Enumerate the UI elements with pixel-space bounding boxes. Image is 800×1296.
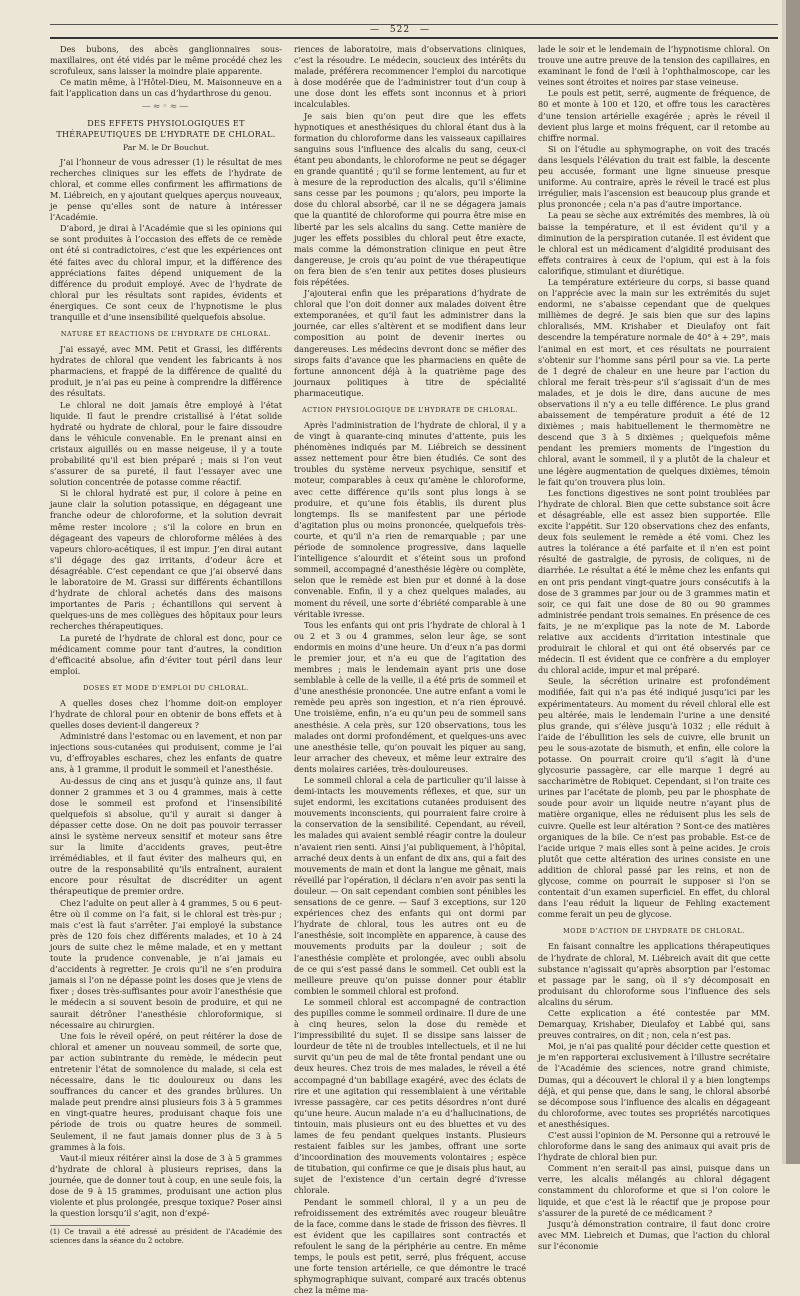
paragraph: En faisant connaître les applications thérapeutiques de l’hydrate de chloral, M. Liébreich avait dit que cette substance n’agissait qu’après absorption par l’estomac et passage par le sang, où il s’y décomposait en produisant du chloroforme sous l’influence des sels alcalins du sérum. [538, 941, 770, 1007]
paragraph: Chez l’adulte on peut aller à 4 grammes, 5 ou 6 peut-être où il comme on l’a fait, si le chloral est très-pur ; mais c’est là faut s’arrêter. J’ai employé la substance près de 120 fois chez différents malades, et 10 à 24 jours de suite chez le même malade, et en y mettant toute la prudence convenable, je n’ai jamais eu d’accidents à regretter. Je crois qu’il ne s’en produira jamais si l’on ne dépasse point les doses que je viens de fixer ; doses très-suffisantes pour avoir l’anesthésie que le médecin a si souvent besoin de produire, et qui ne saurait détrôner l’anesthésie chloroformique, si nécessaire au chirurgien. [50, 897, 282, 1030]
paragraph: Vaut-il mieux réitérer ainsi la dose de 3 à 5 grammes d’hydrate de chloral à plusieurs reprises, dans la journée, que de donner tout à coup, en une seule fois, la dose de 9 à 15 grammes, produisant une action plus violente et plus prolongée, presque toxique? Poser ainsi la question lorsqu’il s’agit, non d’expé- [50, 1152, 282, 1219]
paragraph: Ce matin même, à l’Hôtel-Dieu, M. Maisonneuve en a fait l’application dans un cas d’hydarthrose du genou. [50, 77, 282, 99]
article-title: DES EFFETS PHYSIOLOGIQUES ET THÉRAPEUTIQUES DE L’HYDRATE DE CHLORAL. [56, 118, 276, 139]
footnote: (1) Ce travail a été adressé au président de l’Académie des sciences dans la séance du 2 octobre. [50, 1228, 282, 1246]
paragraph: Le pouls est petit, serré, augmente de fréquence, de 80 et monte à 100 et 120, et offre tous les caractères d’une tension artérielle exagérée ; après le réveil il devient plus large et moins fréquent, car il retombe au chiffre normal. [538, 88, 770, 143]
paragraph: Au-dessus de cinq ans et jusqu’à quinze ans, il faut donner 2 grammes et 3 ou 4 grammes, mais à cette dose le sommeil est profond et l’insensibilité quelquefois si absolue, qu’il y aurait si danger à dépasser cette dose. On ne doit pas pouvoir terrasser ainsi le système nerveux sensitif et moteur sans être sur la limite d’accidents graves, peut-être irrémédiables, et il faut éviter des malheurs qui, en outre de la responsabilité qu’ils entraînent, auraient encore pour résultat de discréditer un agent thérapeutique de premier ordre. [50, 775, 282, 897]
paragraph: Si le chloral hydraté est pur, il colore à peine en jaune clair la solution potassique, en dégageant une franche odeur de chloroforme, et la solution devrait même rester incolore ; s’il la colore en brun en dégageant des vapeurs de chloroforme mêlées à des vapeurs chloro-acétiques, il est impur. J’en dirai autant s’il dégage des gaz irritants, d’odeur âcre et désagréable. C’est cependant ce que j’ai observé dans le laboratoire de M. Grassi sur différents échantillons d’hydrate de chloral achetés dans des maisons importantes de Paris ; échantillons qui servent à quelques-uns de mes collègues des hôpitaux pour leurs recherches thérapeutiques. [50, 488, 282, 632]
section-heading: NATURE ET RÉACTIONS DE L’HYDRATE DE CHLORAL. [60, 330, 272, 339]
page-edge [786, 0, 800, 1164]
paragraph: Moi, je n’ai pas qualité pour décider cette question et je m’en rapporterai exclusivement à l’illustre secrétaire de l’Académie des sciences, notre grand chimiste, Dumas, qui a découvert le chloral il y a bien longtemps déjà, et qui pense que, dans le sang, le chloral absorbé se décompose sous l’influence des alcalis en dégageant du chloroforme, avec toutes ses propriétés narcotiques et anesthésiques. [538, 1041, 770, 1129]
paragraph: riences de laboratoire, mais d’observations cliniques, c’est la résoudre. Le médecin, soucieux des intérêts du malade, préférera recommencer l’emploi du narcotique à dose modérée que de l’administrer tout d’un coup à une dose dont les effets sont inconnus et à priori incalculables. [294, 44, 526, 110]
paragraph: La peau se sèche aux extrémités des membres, là où baisse la température, et il est évident qu’il y a diminution de la perspiration cutanée. Il est évident que le chloral est un médicament d’algidité produisant des effets contraires à ceux de l’opium, qui est à la fois calorifique, stimulant et diurétique. [538, 210, 770, 276]
paragraph: Administré dans l’estomac ou en lavement, et non par injections sous-cutanées qui produisent, comme je l’ai vu, d’effroyables eschares, chez les enfants de quatre ans, à 1 gramme, il produit le sommeil et l’anesthésie. [50, 731, 282, 775]
footnote-rule [50, 1225, 130, 1226]
paragraph: Cette explication a été contestée par MM. Demarquay, Krishaber, Dieulafoy et Labbé qui, sans preuves contraires, on dit ; non, cela n’est pas. [538, 1007, 770, 1041]
page-number-value: 522 [384, 25, 416, 35]
paragraph: Jusqu’à démonstration contraire, il faut donc croire avec MM. Liebreich et Dumas, que l’action du chloral sur l’économie [538, 1218, 770, 1251]
section-heading: ACTION PHYSIOLOGIQUE DE L’HYDRATE DE CHLORAL. [302, 406, 518, 414]
paragraph: Seule, la sécrétion urinaire est profondément modifiée, fait qui n’a pas été indiqué jusqu’ici par les expérimentateurs. Au moment du réveil chloral elle est peu altérée, mais le lendemain l’urine a une densité plus grande, qui s’élève jusqu’à 1032 ; elle réduit à l’aide de l’ébullition les sels de cuivre, elle brunit un peu le sous-azotate de bismuth, et enfin, elle colore la potasse. On pourrait croire qu’il s’agit là d’une glycosurie passagère, car elle marque 1 degré au saccharimètre de Robiquet. Cependant, si l’on traite ces urines par l’acétate de plomb, peu par le phosphate de soude pour avoir un liquide neutre n’ayant plus de matière organique, elles ne réduisent plus les sels de cuivre. Quelle est leur altération ? Sont-ce des matières organiques de la bile. Ce n’est pas probable. Est-ce de l’acide urique ? mais elles sont à peine acides. Je crois plutôt que cette altération des urines consiste en une addition de chloral passé par les reins, et non de glycose, comme on pourrait le supposer si l’on se contentait d’un examen superficiel. En effet, du chloral dans l’eau réduit la liqueur de Fehling exactement comme ferait un peu de glycose. [538, 676, 770, 920]
paragraph: La pureté de l’hydrate de chloral est donc, pour ce médicament comme pour tant d’autres, la condition d’efficacité absolue, afin d’éviter tout péril dans leur emploi. [50, 632, 282, 676]
paragraph: Si on l’étudie au sphymographe, on voit des tracés dans lesquels l’élévation du trait est faible, la descente peu accusée, formant une ligne sinueuse presque uniforme. Au contraire, après le réveil le tracé est plus irrégulier, mais l’ascension est beaucoup plus grande et plus prononcée ; cela n’a pas d’autre importance. [538, 143, 770, 210]
section-heading: MODE D’ACTION DE L’HYDRATE DE CHLORAL. [563, 927, 745, 936]
paragraph: J’ai l’honneur de vous adresser (1) le résultat de mes recherches cliniques sur les effets de l’hydrate de chloral, et comme elles confirment les affirmations de M. Liébreich, en y ajoutant quelques aperçus nouveaux, je pense qu’elles sont de nature à intéresser l’Académie. [50, 156, 282, 223]
paragraph: Tous les enfants qui ont pris l’hydrate de chloral à 1 ou 2 et 3 ou 4 grammes, selon leur âge, se sont endormis en moins d’une heure. Un d’eux n’a pas dormi le premier jour, et n’a eu que de l’agitation des membres ; mais le lendemain ayant pris une dose semblable à celle de la veille, il a été pris de sommeil et d’une anesthésie prononcée. Une autre enfant a vomi le remède peu après son ingestion, et n’a rien éprouvé. Une troisième, enfin, n’a eu qu’un peu de sommeil sans anesthésie. A cela près, sur 120 observations, tous les malades ont dormi profondément, et quelques-uns avec une anesthésie telle, qu’on pouvait les piquer au sang, leur arracher des cheveux, et même leur extraire des dents molaires cariées, très-douloureuses. [294, 619, 526, 774]
column-1 [50, 44, 282, 1246]
paragraph: Comment n’en serait-il pas ainsi, puisque dans un verre, les alcalis mélangés au chloral dégagent constamment du chloroforme et que si l’on colore le liquide, et que c’est là le réactif que je propose pour s’assurer de la pureté de ce médicament ? [538, 1163, 770, 1218]
paragraph: Je sais bien qu’on peut dire que les effets hypnotiques et anesthésiques du chloral étant dus à la formation du chloroforme dans les vaisseaux capillaires sanguins sous l’influence des alcalis du sang, ceux-ci étant peu abondants, le chloroforme ne peut se dégager en grande quantité ; qu’il se forme lentement, au fur et à mesure de la reproduction des alcalis, qu’il s’élimine sans cesse par les poumons ; qu’alors, peu importe la dose du chloral absorbé, car il ne se dégagera jamais que la quantité de chloroforme qui pourra être mise en liberté par les sels alcalins du sang. Cette manière de juger les effets possibles du chloral peut être exacte, mais comme la démonstration clinique en peut être dangereuse, je crois qu’au point de vue thérapeutique on fera bien de s’en tenir aux petites doses plusieurs fois répétées. [294, 110, 526, 287]
paragraph: A quelles doses chez l’homme doit-on employer l’hydrate de chloral pour en obtenir de bons effets et à quelles doses devient-il dangereux ? [50, 697, 282, 731]
paragraph: Les fonctions digestives ne sont point troublées par l’hydrate de chloral. Bien que cette substance soit âcre et désagréable, elle est assez bien supportée. Elle excite l’appétit. Sur 120 observations chez des enfants, deux fois seulement le remède a été vomi. Chez les autres la tolérance a été parfaite et il n’en est point résulté de gastralgie, de pyrosis, de coliques, ni de diarrhée. Le résultat a été le même chez les enfants qui en ont pris pendant vingt-quatre jours consécutifs à la dose de 3 grammes par jour ou de 3 grammes matin et soir, ce qui fait une dose de 80 ou 90 grammes administrée pendant trois semaines. En présence de ces faits, je ne m’explique pas la note de M. Laborde relative aux accidents d’irritation intestinale que produirait le chloral et qui ont été observés par ce médecin. Il est évident que ce confrère a du employer du chloral acide, impur et mal préparé. [538, 487, 770, 676]
section-heading: DOSES ET MODE D’EMPLOI DU CHLORAL. [83, 683, 249, 692]
column-3 [538, 44, 771, 1251]
paragraph: Le sommeil chloral est accompagné de contraction des pupilles comme le sommeil ordinaire. Il dure de une à cinq heures, selon la dose du remède et l’impressibilité du sujet. Il se dissipe sans laisser de lourdeur de tête ni de troubles intellectuels, et il ne lui survit qu’un peu de mal de tête frontal pendant une ou deux heures. Chez trois de mes malades, le réveil a été accompagné d’un babillage exagéré, avec des éclats de rire et une agitation qui ressemblaient à une véritable ivresse passagère, car ces petits désordres n’ont duré qu’une heure. Aucun malade n’a eu d’hallucinations, de tintouin, mais plusieurs ont eu des bluettes et vu des lames de feu pendant quelques instants. Plusieurs restaient faibles sur les jambes, offrant une sorte d’incoordination des mouvements volontaires ; espèce de titubation, qui confirme ce que je disais plus haut, au sujet de l’existence d’un certain degré d’ivresse chlorale. [294, 996, 526, 1196]
paragraph: lade le soir et le lendemain de l’hypnotisme chloral. On trouve une autre preuve de la tension des capillaires, en examinant le fond de l’œil à l’ophthalmoscope, car les veines sont étroites et noires par stase veineuse. [538, 44, 771, 88]
paragraph: La température extérieure du corps, si basse quand on l’apprécie avec la main sur les extrémités du sujet endormi, ne s’abaisse cependant que de quelques millièmes de degré. Je sais bien que sur des lapins chloralisés, MM. Krishaber et Dieulafoy ont fait descendre la température normale de 40° à + 29°, mais l’animal en est mort, et ces résultats ne pourraient s’obtenir sur l’homme sans péril pour sa vie. La perte de 1 degré de chaleur en une heure par l’action du chloral me ferait très-peur s’il s’agissait d’un de mes malades, et je dois le dire, dans aucune de mes observations il n’y a eu telle différence. Le plus grand abaissement de température produit a été de 12 dixièmes ; mais habituellement le thermomètre ne descend que 3 à 5 dixièmes ; quelquefois même pendant les premiers moments de l’ingestion du chloral, avant le sommeil, il y a plutôt de la chaleur et une légère augmentation de quelques dixièmes, témoin le fait qu’on trouvera plus loin. [538, 276, 770, 487]
paragraph: Des bubons, des abcès ganglionnaires sous-maxillaires, ont été vidés par le même procédé chez les scrofuleux, sans laisser la moindre plaie apparente. [50, 44, 282, 77]
paragraph: J’ajouterai enfin que les préparations d’hydrate de chloral que l’on doit donner aux malades doivent être extemporanées, et qu’il faut les administrer dans la journée, car elles s’altèrent et se modifient dans leur composition au point de devenir inertes ou dangereuses. Les médecins devront donc se méfier des sirops faits d’avance que les pharmaciens en quête de fortune annoncent déjà à la quatrième page des journaux politiques à titre de spécialité pharmaceutique. [294, 288, 526, 398]
paragraph: Après l’administration de l’hydrate de chloral, il y a de vingt à quarante-cinq minutes d’attente, puis les phénomènes indiqués par M. Liébreich se dessinent assez nettement pour être bien étudiés. Ce sont des troubles du système nerveux psychique, sensitif et moteur, comparables à ceux qu’amène le chloroforme, avec cette différence qu’ils sont plus longs à se produire, et qu’une fois établis, ils durent plus longtemps. Ils se manifestent par une période d’agitation plus ou moins prononcée, quelquefois très-courte, et qu’il n’a rien de remarquable ; par une période de somnolence progressive, dans laquelle l’intelligence s’alourdit et s’éteint sous un profond sommeil, accompagné d’anesthésie légère ou complète, selon que le remède est bien pur et donné à la dose convenable. Enfin, il y a chez quelques malades, au moment du réveil, une sorte d’ébriété comparable à une véritable ivresse. [294, 420, 526, 619]
paragraph: C’est aussi l’opinion de M. Personne qui a retrouvé le chloroforme dans le sang des animaux qui avait pris de l’hydrate de chloral bien pur. [538, 1130, 770, 1163]
paragraph: Le chloral ne doit jamais être employé à l’état liquide. Il faut le prendre cristallisé à l’état solide hydraté ou hydrate de chloral, pour le faire dissoudre dans le véhicule convenable. En le prenant ainsi en cristaux aiguillés ou en masse neigeuse, il y a toute probabilité qu’il est bien préparé ; mais si l’on veut s’assurer de sa pureté, il faut l’essayer avec une solution concentrée de potasse comme réactif. [50, 399, 282, 488]
paragraph: Le sommeil chloral a cela de particulier qu’il laisse à demi-intacts les mouvements réflexes, et que, sur un sujet endormi, les excitations cutanées produisent des mouvements inconscients, qui pourraient faire croire à la conservation de la sensibilité. Cependant, au réveil, les malades qui avaient semblé réagir contre la douleur n’avaient rien senti. Ainsi j’ai publiquement, à l’hôpital, arraché deux dents à un enfant de dix ans, qui a fait des mouvements de main et dont la langue me gênait, mais réveillé par l’opération, il déclara n’en avoir pas senti la douleur. — On sait cependant combien sont pénibles les sensations de ce genre. — Sauf 3 exceptions, sur 120 expériences chez des enfants qui ont dormi par l’hydrate de chloral, tous les autres ont eu de l’anesthésie, soit incomplète en apparence, à cause des mouvements produits par la douleur ; soit de l’anesthésie complète et prolongée, avec oubli absolu de ce qui s’est passé dans le sommeil. Cet oubli est la meilleure preuve qu’on puisse donner pour établir combien le sommeil chloral est profond. [294, 775, 526, 996]
column-2 [294, 44, 526, 1296]
header-rule-bottom [50, 37, 778, 39]
paragraph: D’abord, je dirai à l’Académie que si les opinions qui se sont produites à l’occasion des effets de ce remède ont été si contradictoires, c’est que les expériences ont été faites avec du chloral impur, et la différence des appréciations faites dépend uniquement de la différence du produit employé. Avec de l’hydrate de chloral pur les résultats sont rapides, évidents et énergiques. Ce sont ceux de l’hypnotisme le plus tranquille et d’une insensibilité quelquefois absolue. [50, 223, 282, 322]
paragraph: Pendant le sommeil chloral, il y a un peu de refroidissement des extrémités avec rougeur bleuâtre de la face, comme dans le stade de frisson des fièvres. Il est évident que les capillaires sont contractés et refoulent le sang de la périphérie au centre. En même temps, le pouls est petit, serré, plus fréquent, accuse une forte tension artérielle, ce que démontre le tracé sphymographique suivant, comparé aux tracés obtenus chez la même ma- [294, 1196, 526, 1296]
article-byline: Par M. le Dr Bouchut. [122, 142, 210, 152]
paragraph: Une fois le réveil opéré, on peut réitérer la dose de chloral et amener un nouveau sommeil, de sorte que, par action subintrante du remède, le médecin peut entretenir l’état de somnolence du malade, si cela est nécessaire, dans le tic douloureux ou dans les souffrances du cancer et des grandes brûlures. Un malade peut prendre ainsi plusieurs fois 3 à 5 grammes en vingt-quatre heures, produisant chaque fois une période de trois ou quatre heures de sommeil. Seulement, il ne faut jamais donner plus de 3 à 5 grammes à la fois. [50, 1030, 282, 1152]
paragraph: J’ai essayé, avec MM. Petit et Grassi, les différents hydrates de chloral que vendent les fabricants à nos pharmaciens, et frappé de la différence de qualité du produit, je n’ai pas eu peine à comprendre la différence des résultats. [50, 344, 282, 399]
ornament-separator: —≈◦≈— [141, 102, 191, 113]
page-number: — 522 — [0, 25, 800, 35]
